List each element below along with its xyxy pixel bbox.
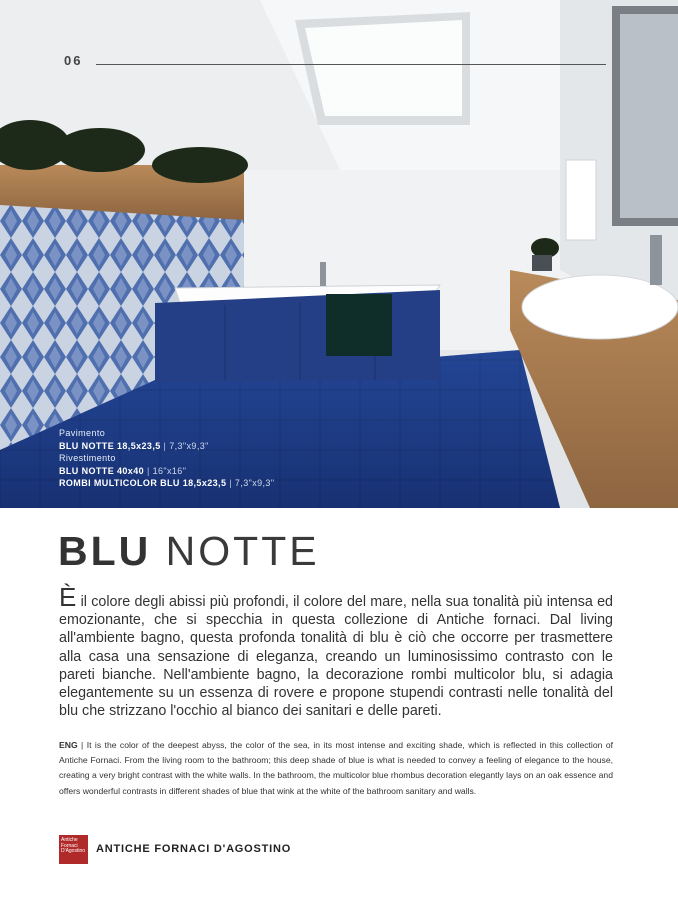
wall-product-1-name: BLU NOTTE 40x40 <box>59 465 145 476</box>
wall-product-2-name: ROMBI MULTICOLOR BLU 18,5x23,5 <box>59 478 227 488</box>
wall-label: Rivestimento <box>59 453 116 463</box>
wall-product-1: BLU NOTTE 40x40 | 16"x16" <box>59 465 187 476</box>
body-english-text: | It is the color of the deepest abyss, the color of the sea, in its most intense and exciting shade, which is reflected in this collection of Antiche Fornaci. From the living room to the bathroom; this deep shade of blue is what is needed to convey a feeling of elegance to the house, creating a very bright contrast with the white walls. In the bathroom, the multicolor blue rhombus decoration elegantly lays on an oak essence and offers wonderful contrasts in different shades of blue that wink at the white of the bathroom sanitary and walls. <box>59 740 613 796</box>
drop-cap: È <box>59 582 77 612</box>
body-italian-text: il colore degli abissi più profondi, il colore del mare, nella sua tonalità più intensa ed emozionante, che si specchia in questa collezione di Antiche fornaci. Dal living all'ambiente bagno, questa profonda tonalità di blu è ciò che occorre per trasmettere alla casa una sensazione di eleganza, creando un luminosissimo contrasto con le pareti bianche. Nell'ambiente bagno, la decorazione rombi multicolor blu, si adagia elegantemente su un essenza di rovere e propone stupendi contrasti nelle tonalità del blu che strizzano l'occhio al bianco dei sanitari e delle pareti. <box>59 594 613 720</box>
page-number: 06 <box>64 53 83 68</box>
logo-text: Antiche Fornaci D'Agostino <box>61 837 86 855</box>
wall-product-2: ROMBI MULTICOLOR BLU 18,5x23,5 | 7,3"x9,3" <box>59 478 275 488</box>
header-rule <box>96 64 606 65</box>
wall-product-1-dim: 16"x16" <box>152 465 187 476</box>
floor-product: BLU NOTTE 18,5x23,5 | 7,3"x9,3" <box>59 440 209 451</box>
page-title <box>58 528 320 575</box>
floor-product-dim: 7,3"x9,3" <box>169 440 209 451</box>
title-bold: BLU <box>58 528 152 574</box>
product-caption <box>59 427 274 490</box>
wall-product-2-dim: 7,3"x9,3" <box>234 478 275 488</box>
brand-name: ANTICHE FORNACI D'AGOSTINO <box>96 843 292 855</box>
floor-product-name: BLU NOTTE 18,5x23,5 <box>59 440 161 451</box>
floor-label: Pavimento <box>59 428 106 438</box>
title-light: NOTTE <box>165 528 320 574</box>
body-italian <box>59 582 613 720</box>
brand-logo <box>59 835 88 864</box>
body-english <box>59 738 613 799</box>
eng-label: ENG <box>59 740 78 750</box>
